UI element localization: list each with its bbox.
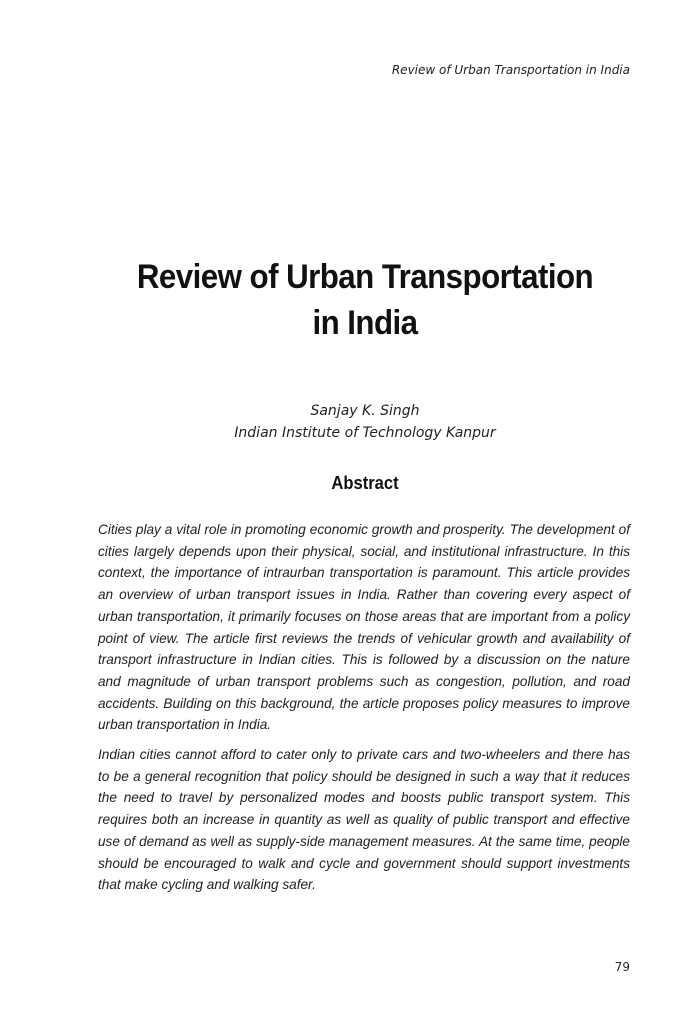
author-affiliation: Indian Institute of Technology Kanpur: [234, 425, 496, 441]
title-line-2: in India: [312, 304, 418, 342]
abstract-body: [98, 519, 630, 904]
running-head: Review of Urban Transportation in India: [391, 63, 630, 77]
article-title: [84, 254, 645, 346]
page-number: 79: [614, 960, 630, 974]
author-block: [60, 400, 670, 444]
abstract-heading: Abstract: [331, 473, 399, 493]
title-line-1: Review of Urban Transportation: [136, 258, 594, 296]
abstract-paragraph-2: Indian cities cannot afford to cater only to private cars and two-wheelers and there has to be a general recognition that policy should be designed in such a way that it reduces the need to travel by personalized modes and boosts public transport system. This requires both an increase in quantity as well as quality of public transport and effective use of demand as well as supply-side management measures. At the same time, people should be encouraged to walk and cycle and government should support investments that make cycling and walking safer.: [98, 747, 630, 893]
author-name: Sanjay K. Singh: [310, 403, 420, 419]
abstract-paragraph-1: Cities play a vital role in promoting economic growth and prosperity. The development of cities largely depends upon their physical, social, and institutional infrastructure. In this context, the importance of intraurban transportation is paramount. This article provides an overview of urban transport issues in India. Rather than covering every aspect of urban transportation, it primarily focuses on those areas that are important from a policy point of view. The article first reviews the trends of vehicular growth and availability of transport infrastructure in Indian cities. This is followed by a discussion on the nature and magnitude of urban transport problems such as congestion, pollution, and road accidents. Building on this background, the article proposes policy measures to improve urban transportation in India.: [98, 522, 630, 733]
